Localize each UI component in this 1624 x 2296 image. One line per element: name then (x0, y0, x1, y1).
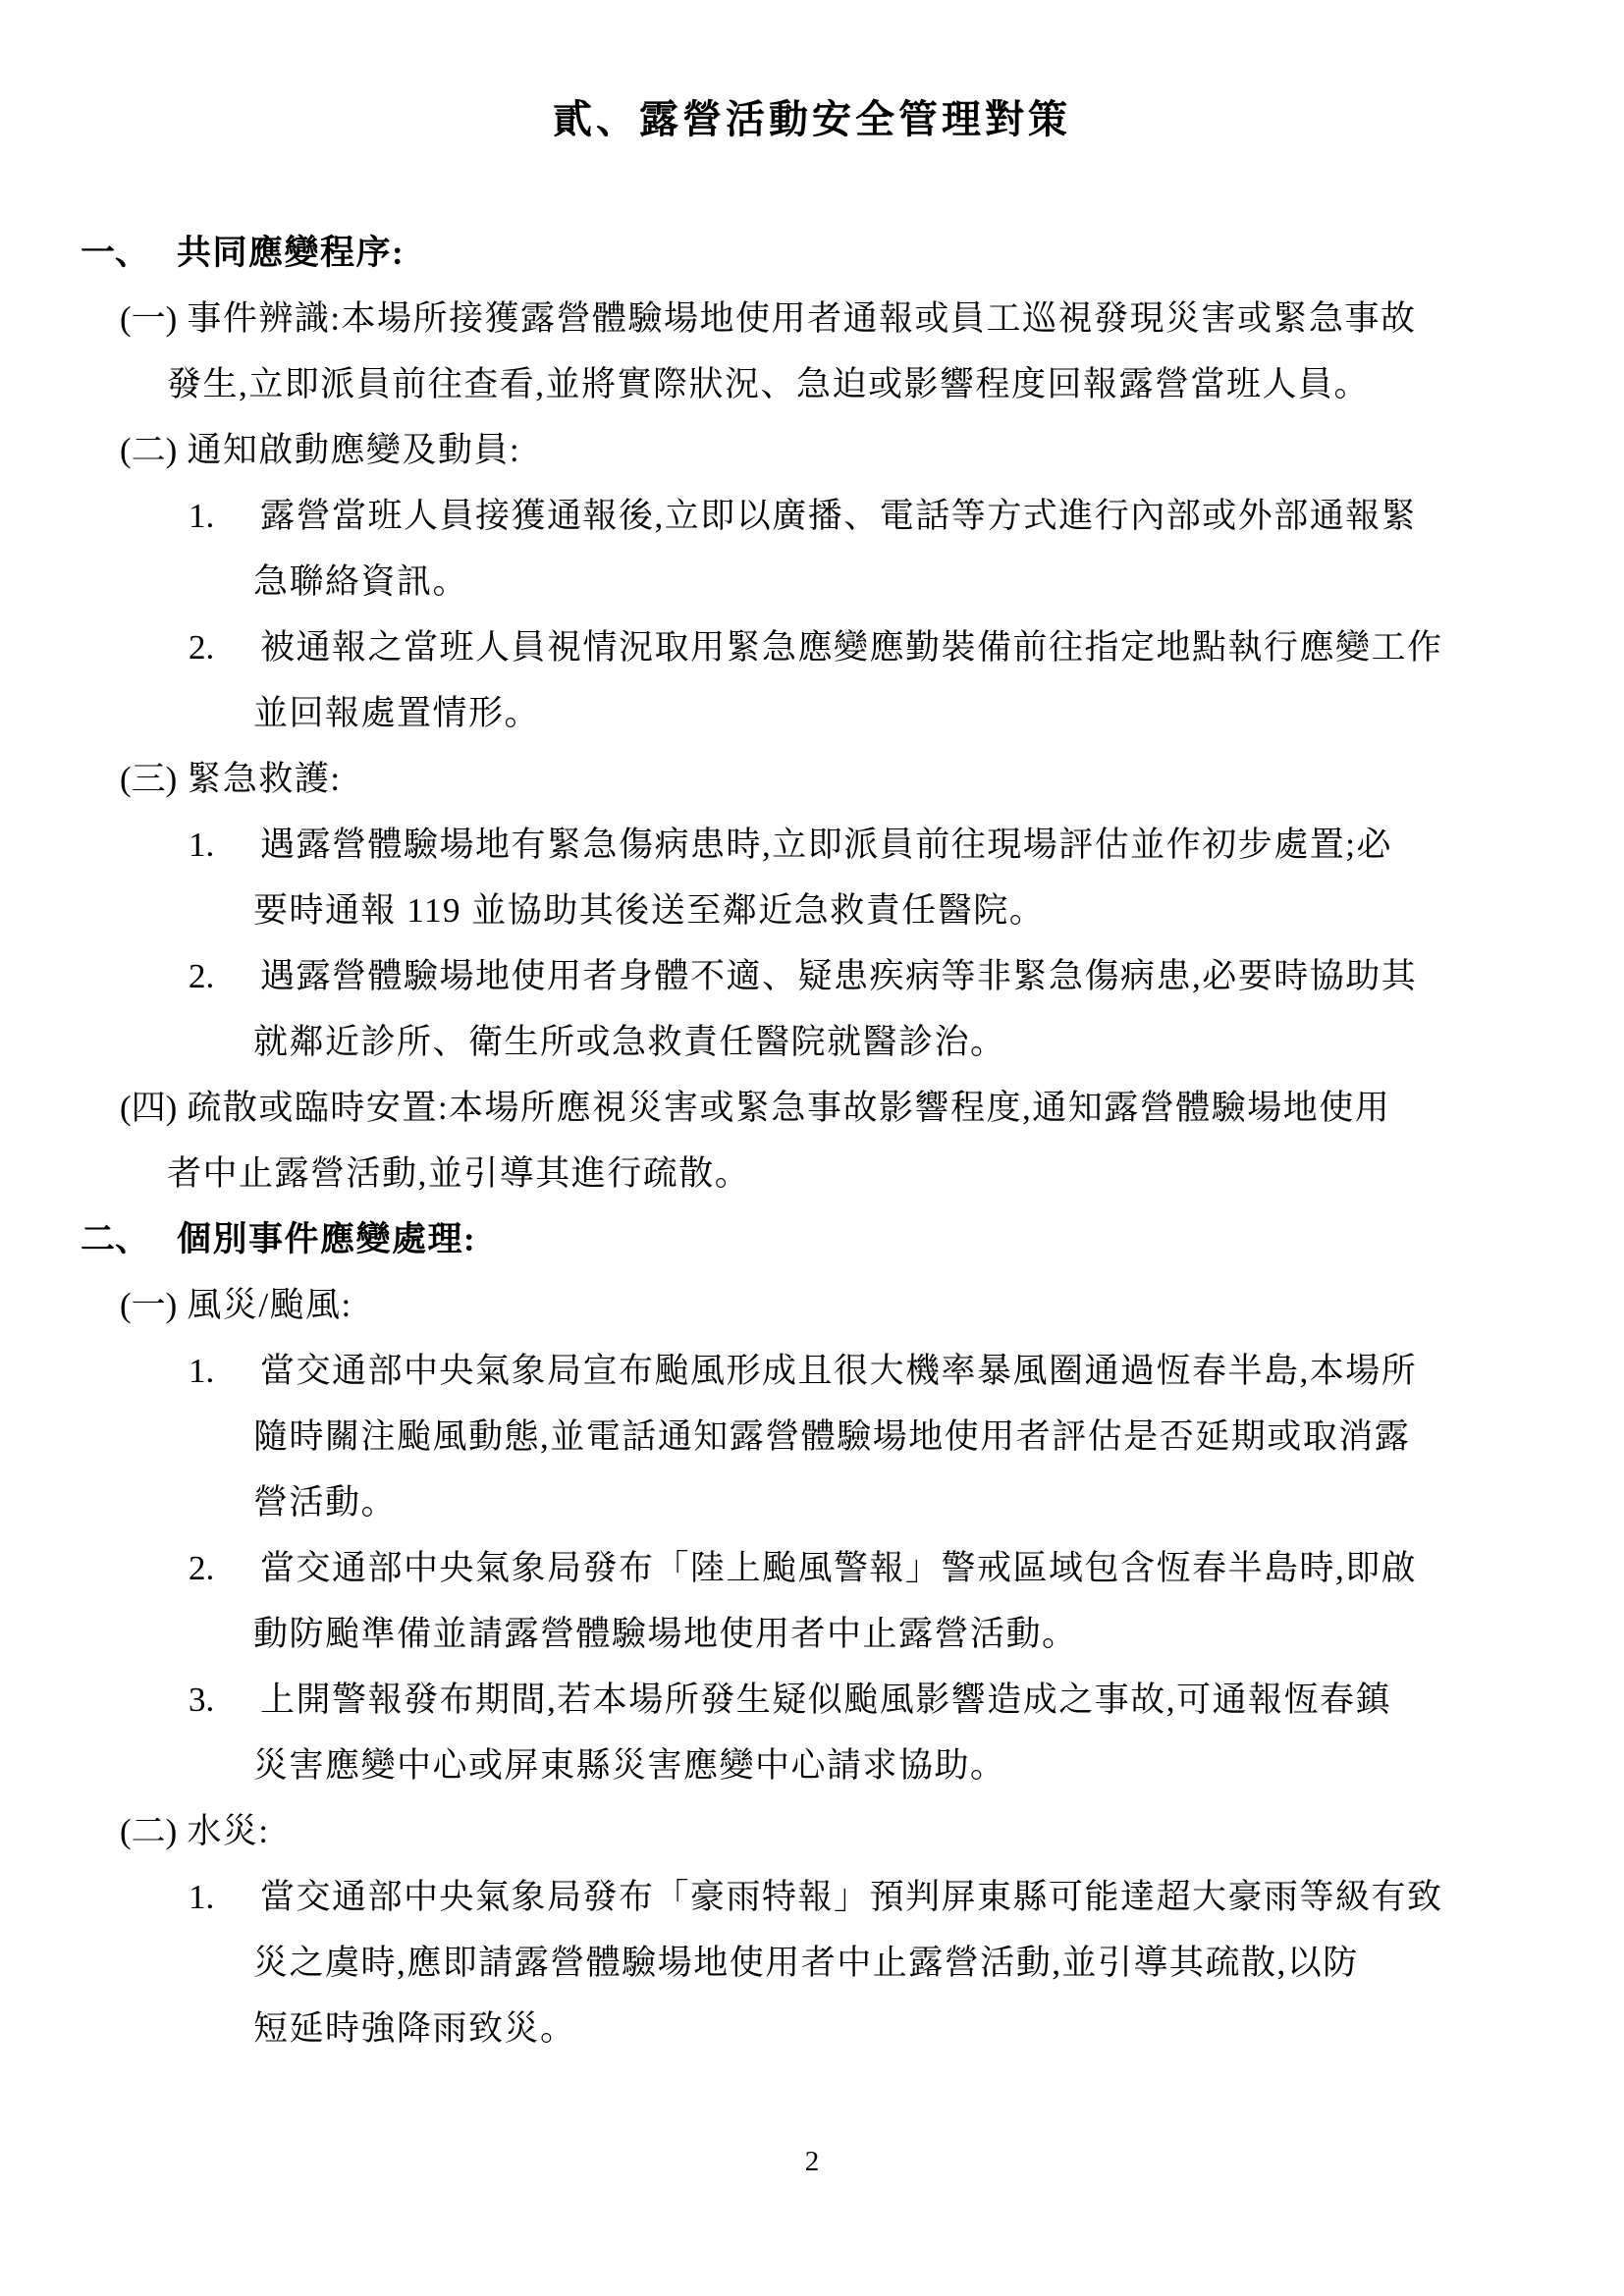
line-text: 疏散或臨時安置:本場所應視災害或緊急事故影響程度,通知露營體驗場地使用 (187, 1089, 1391, 1127)
line-marker: 3. (189, 1681, 215, 1719)
line-marker: 二、 (81, 1220, 150, 1258)
text-line (0, 1141, 1624, 1206)
line-marker: 1. (189, 497, 215, 535)
line-marker: (四) (120, 1089, 178, 1127)
line-text: 通知啟動應變及動員: (187, 431, 521, 469)
line-text: 共同應變程序: (177, 234, 406, 272)
line-marker: (一) (120, 1286, 178, 1324)
page-title: 貳、露營活動安全管理對策 (553, 97, 1071, 141)
line-text: 要時通報 119 並協助其後送至鄰近急救責任醫院。 (253, 891, 1046, 930)
line-marker: 1. (189, 1352, 215, 1390)
line-marker: 2. (189, 957, 215, 995)
text-line (0, 614, 1624, 680)
text-line (0, 417, 1624, 483)
text-line (0, 1996, 1624, 2061)
text-line (0, 1930, 1624, 1996)
text-line (0, 1009, 1624, 1075)
text-line (0, 1667, 1624, 1733)
text-line (0, 351, 1624, 417)
line-text: 隨時關注颱風動態,並電話通知露營體驗場地使用者評估是否延期或取消露 (253, 1417, 1411, 1456)
line-marker: 一、 (81, 234, 150, 272)
line-text: 個別事件應變處理: (177, 1220, 477, 1258)
line-marker: 2. (189, 1549, 215, 1587)
page-number: 2 (804, 2146, 820, 2177)
line-text: 緊急救護: (187, 760, 342, 798)
line-text: 當交通部中央氣象局發布「豪雨特報」預判屏東縣可能達超大豪雨等級有致 (260, 1878, 1443, 1916)
text-line (0, 680, 1624, 746)
line-marker: (三) (120, 760, 178, 798)
line-text: 發生,立即派員前往查看,並將實際狀況、急迫或影響程度回報露營當班人員。 (167, 365, 1371, 403)
line-text: 當交通部中央氣象局發布「陸上颱風警報」警戒區域包含恆春半島時,即啟 (260, 1549, 1418, 1587)
line-text: 並回報處置情形。 (253, 694, 541, 732)
text-line (0, 1798, 1624, 1864)
line-marker: 2. (189, 628, 215, 667)
text-line (0, 1864, 1624, 1930)
line-marker: (二) (120, 431, 178, 469)
line-text: 營活動。 (253, 1483, 398, 1522)
line-text: 事件辨識:本場所接獲露營體驗場地使用者通報或員工巡視發現災害或緊急事故 (187, 299, 1417, 338)
line-text: 當交通部中央氣象局宣布颱風形成且很大機率暴風圈通過恆春半島,本場所 (260, 1352, 1418, 1390)
text-line (0, 746, 1624, 812)
text-line (0, 220, 1624, 286)
text-line (0, 1272, 1624, 1338)
line-marker: (二) (120, 1812, 178, 1850)
line-text: 遇露營體驗場地有緊急傷病患時,立即派員前往現場評估並作初步處置;必 (260, 826, 1392, 864)
text-line (0, 286, 1624, 351)
line-text: 上開警報發布期間,若本場所發生疑似颱風影響造成之事故,可通報恆春鎮 (260, 1681, 1392, 1719)
line-text: 災之虞時,應即請露營體驗場地使用者中止露營活動,並引導其疏散,以防 (253, 1944, 1359, 1982)
text-line (0, 1338, 1624, 1404)
text-line (0, 1601, 1624, 1667)
line-text: 水災: (187, 1812, 270, 1850)
text-line (0, 549, 1624, 614)
line-text: 急聯絡資訊。 (253, 562, 469, 601)
line-marker: 1. (189, 1878, 215, 1916)
text-line (0, 1404, 1624, 1469)
line-marker: 1. (189, 826, 215, 864)
line-text: 風災/颱風: (187, 1286, 352, 1324)
text-line (0, 1206, 1624, 1272)
text-line (0, 943, 1624, 1009)
line-text: 者中止露營活動,並引導其進行疏散。 (167, 1154, 751, 1193)
line-text: 動防颱準備並請露營體驗場地使用者中止露營活動。 (253, 1615, 1078, 1653)
text-line (0, 1469, 1624, 1535)
text-line (0, 1733, 1624, 1798)
line-text: 遇露營體驗場地使用者身體不適、疑患疾病等非緊急傷病患,必要時協助其 (260, 957, 1418, 995)
text-line (0, 1075, 1624, 1141)
text-line (0, 878, 1624, 943)
line-text: 被通報之當班人員視情況取用緊急應變應勤裝備前往指定地點執行應變工作 (260, 628, 1443, 667)
line-text: 露營當班人員接獲通報後,立即以廣播、電話等方式進行內部或外部通報緊 (260, 497, 1418, 535)
line-marker: (一) (120, 299, 178, 338)
text-line (0, 812, 1624, 878)
line-text: 就鄰近診所、衛生所或急救責任醫院就醫診治。 (253, 1023, 1006, 1061)
line-text: 災害應變中心或屏東縣災害應變中心請求協助。 (253, 1746, 1006, 1785)
document-body (0, 220, 1624, 2061)
line-text: 短延時強降雨致災。 (253, 2009, 576, 2048)
text-line (0, 1535, 1624, 1601)
text-line (0, 483, 1624, 549)
